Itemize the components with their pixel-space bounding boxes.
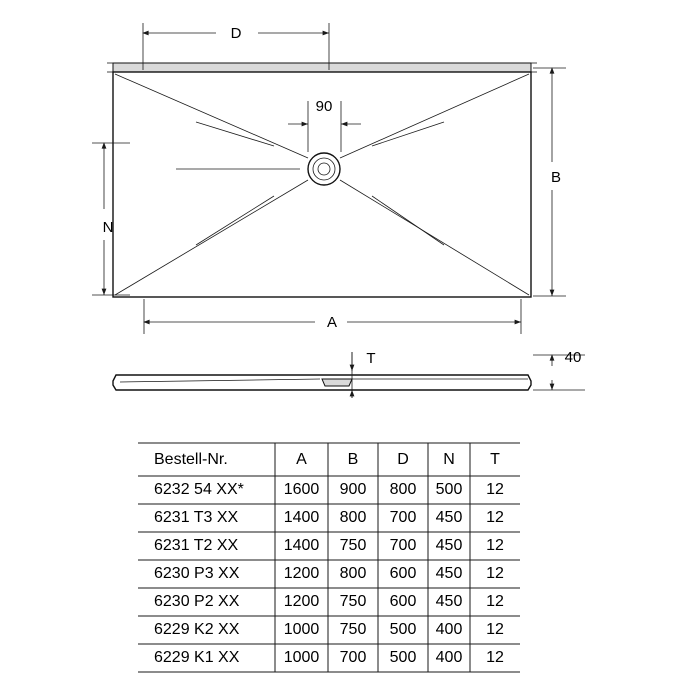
dimension-label-T: T bbox=[366, 350, 376, 367]
table-cell-order-no: 6230 P2 XX bbox=[154, 593, 240, 610]
dimension-label-N: N bbox=[102, 219, 114, 236]
table-cell-value: 1400 bbox=[283, 537, 320, 554]
table-cell-value: 12 bbox=[486, 537, 504, 554]
dimension-A bbox=[144, 299, 521, 334]
table-cell-value: 1200 bbox=[283, 593, 320, 610]
table-cell-value: 12 bbox=[486, 565, 504, 582]
table-cell-value: 500 bbox=[389, 649, 417, 666]
table-cell-value: 600 bbox=[389, 565, 417, 582]
table-cell-value: 700 bbox=[389, 509, 417, 526]
table-cell-order-no: 6229 K2 XX bbox=[154, 621, 240, 638]
dimension-label-A: A bbox=[326, 314, 338, 331]
table-cell-value: 1000 bbox=[283, 621, 320, 638]
table-cell-value: 750 bbox=[339, 593, 367, 610]
dimension-label-D: D bbox=[230, 25, 242, 42]
table-cell-value: 1200 bbox=[283, 565, 320, 582]
section-drain bbox=[322, 379, 352, 386]
table-cell-value: 750 bbox=[339, 537, 367, 554]
top-view bbox=[92, 23, 566, 334]
tray-section-profile bbox=[113, 375, 531, 390]
table-header-n: N bbox=[443, 450, 455, 468]
table-cell-value: 600 bbox=[389, 593, 417, 610]
section-view bbox=[113, 349, 585, 398]
dimension-40 bbox=[533, 349, 585, 390]
dimension-label-B: B bbox=[550, 169, 562, 186]
dimension-label-90: 90 bbox=[315, 98, 333, 115]
table-cell-order-no: 6229 K1 XX bbox=[154, 649, 240, 666]
table-cell-value: 1600 bbox=[283, 481, 320, 498]
table-cell-value: 12 bbox=[486, 621, 504, 638]
table-cell-value: 700 bbox=[389, 537, 417, 554]
table-cell-order-no: 6232 54 XX* bbox=[154, 481, 244, 498]
table-cell-value: 450 bbox=[435, 565, 463, 582]
table-cell-value: 450 bbox=[435, 593, 463, 610]
table-cell-value: 400 bbox=[435, 649, 463, 666]
table-cell-order-no: 6231 T2 XX bbox=[154, 537, 239, 554]
table-cell-value: 800 bbox=[339, 509, 367, 526]
dimension-B bbox=[533, 68, 566, 296]
table-header-a: A bbox=[296, 450, 307, 468]
table-cell-value: 1000 bbox=[283, 649, 320, 666]
tray-grate-band bbox=[113, 63, 531, 72]
table-cell-value: 700 bbox=[339, 649, 367, 666]
table-cell-value: 900 bbox=[339, 481, 367, 498]
table-cell-value: 750 bbox=[339, 621, 367, 638]
table-cell-value: 450 bbox=[435, 509, 463, 526]
table-cell-value: 400 bbox=[435, 621, 463, 638]
table-cell-value: 500 bbox=[435, 481, 463, 498]
table-cell-value: 12 bbox=[486, 593, 504, 610]
table-cell-order-no: 6231 T3 XX bbox=[154, 509, 239, 526]
dimension-label-40: 40 bbox=[564, 349, 582, 366]
table-header-d: D bbox=[397, 450, 409, 468]
table-cell-value: 800 bbox=[339, 565, 367, 582]
table-header-b: B bbox=[347, 450, 359, 468]
table-cell-value: 12 bbox=[486, 649, 504, 666]
table-cell-value: 1400 bbox=[283, 509, 320, 526]
table-header-t: T bbox=[490, 450, 500, 468]
table-cell-value: 500 bbox=[389, 621, 417, 638]
table-header-order-no: Bestell-Nr. bbox=[154, 450, 228, 468]
table-cell-value: 12 bbox=[486, 481, 504, 498]
dimension-T bbox=[352, 350, 376, 398]
table-cell-value: 800 bbox=[389, 481, 417, 498]
table-cell-value: 450 bbox=[435, 537, 463, 554]
table-cell-order-no: 6230 P3 XX bbox=[154, 565, 240, 582]
table-cell-value: 12 bbox=[486, 509, 504, 526]
